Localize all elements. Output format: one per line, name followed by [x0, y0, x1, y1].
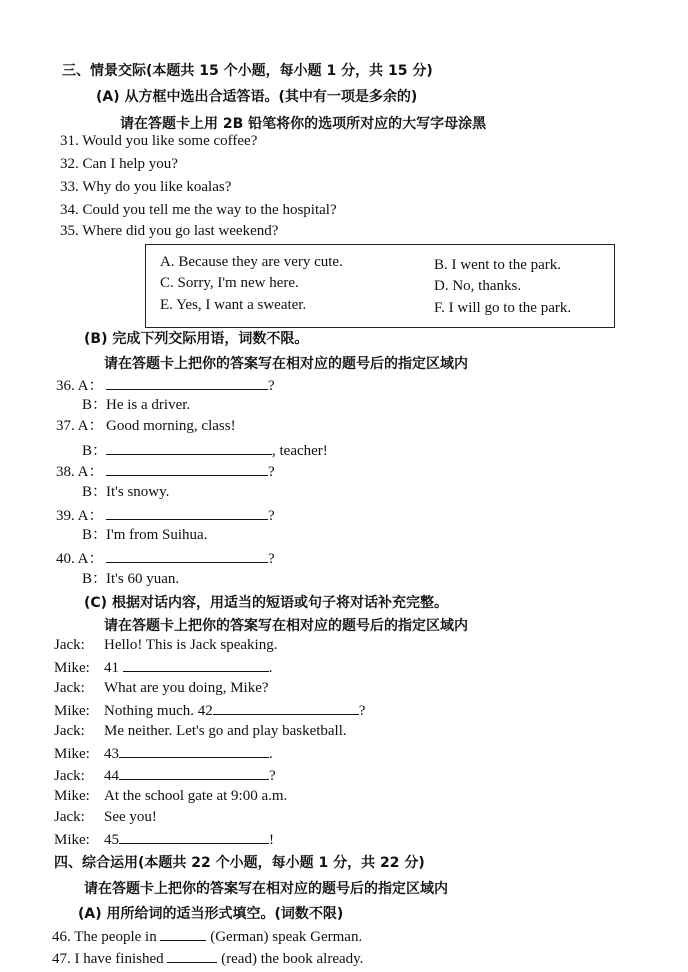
partA-instruction: 请在答题卡上用 2B 铅笔将你的选项所对应的大写字母涂黑 — [120, 116, 487, 132]
answer-blank-38[interactable] — [106, 461, 268, 476]
q38-a — [56, 461, 275, 481]
option-a: A. Because they are very cute. — [160, 254, 343, 270]
speaker: Jack: — [54, 723, 85, 739]
q38-b-text: It's snowy. — [106, 484, 170, 500]
speaker: Jack: — [54, 768, 85, 784]
dialogue-line-6 — [54, 743, 273, 763]
answer-blank-44[interactable] — [119, 765, 269, 780]
section3-title: 三、情景交际(本题共 15 个小题，每小题 1 分，共 15 分) — [62, 63, 433, 79]
q36-a-tail: ? — [268, 378, 275, 394]
partB-title: (B) 完成下列交际用语，词数不限。 — [84, 331, 309, 347]
q40-a-tail: ? — [268, 551, 275, 567]
dialogue-text: Nothing much. 42 — [104, 703, 213, 719]
q37-b-label: B： — [82, 443, 108, 459]
q38-b-label: B： — [82, 484, 108, 500]
dialogue-text: 44 — [104, 768, 119, 784]
answer-blank-42[interactable] — [213, 700, 359, 715]
option-b: B. I went to the park. — [434, 257, 562, 273]
dialogue-text: 41 — [104, 660, 119, 676]
speaker: Jack: — [54, 680, 85, 696]
q38-a-tail: ? — [268, 464, 275, 480]
q37-a-text: Good morning, class! — [106, 418, 236, 434]
dialogue-line-8 — [54, 787, 287, 805]
dialogue-tail: . — [268, 660, 273, 676]
dialogue-text: Hello! This is Jack speaking. — [104, 637, 278, 653]
partB-instruction: 请在答题卡上把你的答案写在相对应的题号后的指定区域内 — [104, 356, 468, 372]
dialogue-line-10 — [54, 829, 274, 849]
dialogue-line-7 — [54, 765, 276, 785]
section4-instruction: 请在答题卡上把你的答案写在相对应的题号后的指定区域内 — [84, 881, 448, 897]
speaker: Mike: — [54, 788, 90, 804]
dialogue-line-2 — [54, 657, 273, 677]
dialogue-text: What are you doing, Mike? — [104, 680, 269, 696]
speaker: Mike: — [54, 832, 90, 848]
question-35: 35. Where did you go last weekend? — [60, 223, 279, 239]
answer-blank-45[interactable] — [119, 829, 269, 844]
speaker: Mike: — [54, 660, 90, 676]
q39-b-text: I'm from Suihua. — [106, 527, 208, 543]
answer-blank-39[interactable] — [106, 505, 268, 520]
q40-a-label: 40. A： — [56, 551, 104, 567]
section4-title: 四、综合运用(本题共 22 个小题，每小题 1 分，共 22 分) — [54, 855, 425, 871]
q39-a — [56, 505, 275, 525]
dialogue-line-1 — [54, 636, 277, 654]
dialogue-tail: . — [269, 746, 273, 762]
q39-b-label: B： — [82, 527, 108, 543]
question-33: 33. Why do you like koalas? — [60, 179, 232, 195]
q39-a-tail: ? — [268, 508, 275, 524]
q46-pre: 46. The people in — [52, 929, 157, 945]
q36-b-text: He is a driver. — [106, 397, 191, 413]
q40-a — [56, 548, 275, 568]
answer-blank-36[interactable] — [106, 375, 268, 390]
question-46 — [52, 926, 362, 946]
answer-blank-43[interactable] — [119, 743, 269, 758]
q40-b — [82, 570, 179, 588]
speaker: Jack: — [54, 637, 85, 653]
dialogue-line-9 — [54, 808, 157, 826]
answer-blank-40[interactable] — [106, 548, 268, 563]
question-31: 31. Would you like some coffee? — [60, 133, 258, 149]
section4-partA-title: (A) 用所给词的适当形式填空。(词数不限) — [78, 906, 344, 922]
speaker: Mike: — [54, 746, 90, 762]
answer-blank-46[interactable] — [160, 926, 206, 941]
question-32: 32. Can I help you? — [60, 156, 178, 172]
option-d: D. No, thanks. — [434, 278, 522, 294]
dialogue-line-3 — [54, 679, 269, 697]
partC-instruction: 请在答题卡上把你的答案写在相对应的题号后的指定区域内 — [104, 618, 468, 634]
dialogue-tail: ? — [269, 768, 276, 784]
answer-blank-47[interactable] — [167, 948, 217, 963]
answer-blank-41[interactable] — [123, 657, 269, 672]
q37-b — [82, 440, 328, 460]
dialogue-tail: ? — [358, 703, 366, 719]
option-c: C. Sorry, I'm new here. — [160, 275, 299, 291]
q38-b — [82, 483, 169, 501]
q39-a-label: 39. A： — [56, 508, 104, 524]
q46-post: (German) speak German. — [210, 929, 363, 945]
dialogue-text: Me neither. Let's go and play basketball. — [104, 723, 347, 739]
speaker: Jack: — [54, 809, 85, 825]
dialogue-tail: ! — [269, 832, 274, 848]
q37-b-tail: , teacher! — [272, 443, 328, 459]
option-f: F. I will go to the park. — [434, 300, 572, 316]
q47-post: (read) the book already. — [221, 951, 364, 967]
q37-a-label: 37. A： — [56, 418, 104, 434]
q36-a-label: 36. A： — [56, 378, 104, 394]
q36-a — [56, 375, 275, 395]
answer-blank-37[interactable] — [106, 440, 272, 455]
q47-pre: 47. I have finished — [52, 951, 164, 967]
question-47 — [52, 948, 363, 968]
dialogue-text: At the school gate at 9:00 a.m. — [104, 788, 288, 804]
q40-b-text: It's 60 yuan. — [106, 571, 180, 587]
q40-b-label: B： — [82, 571, 108, 587]
partA-title: (A) 从方框中选出合适答语。(其中有一项是多余的) — [96, 89, 418, 105]
speaker: Mike: — [54, 703, 90, 719]
q38-a-label: 38. A： — [56, 464, 104, 480]
dialogue-text: 43 — [104, 746, 119, 762]
dialogue-line-5 — [54, 722, 347, 740]
q39-b — [82, 526, 207, 544]
dialogue-line-4 — [54, 700, 365, 720]
q37-a — [56, 417, 236, 435]
option-e: E. Yes, I want a sweater. — [160, 297, 307, 313]
q36-b-label: B： — [82, 397, 108, 413]
q36-b — [82, 396, 190, 414]
question-34: 34. Could you tell me the way to the hospital? — [60, 202, 337, 218]
partC-title: (C) 根据对话内容，用适当的短语或句子将对话补充完整。 — [84, 595, 448, 611]
dialogue-text: 45 — [104, 832, 119, 848]
dialogue-text: See you! — [104, 809, 157, 825]
options-box — [145, 244, 615, 328]
